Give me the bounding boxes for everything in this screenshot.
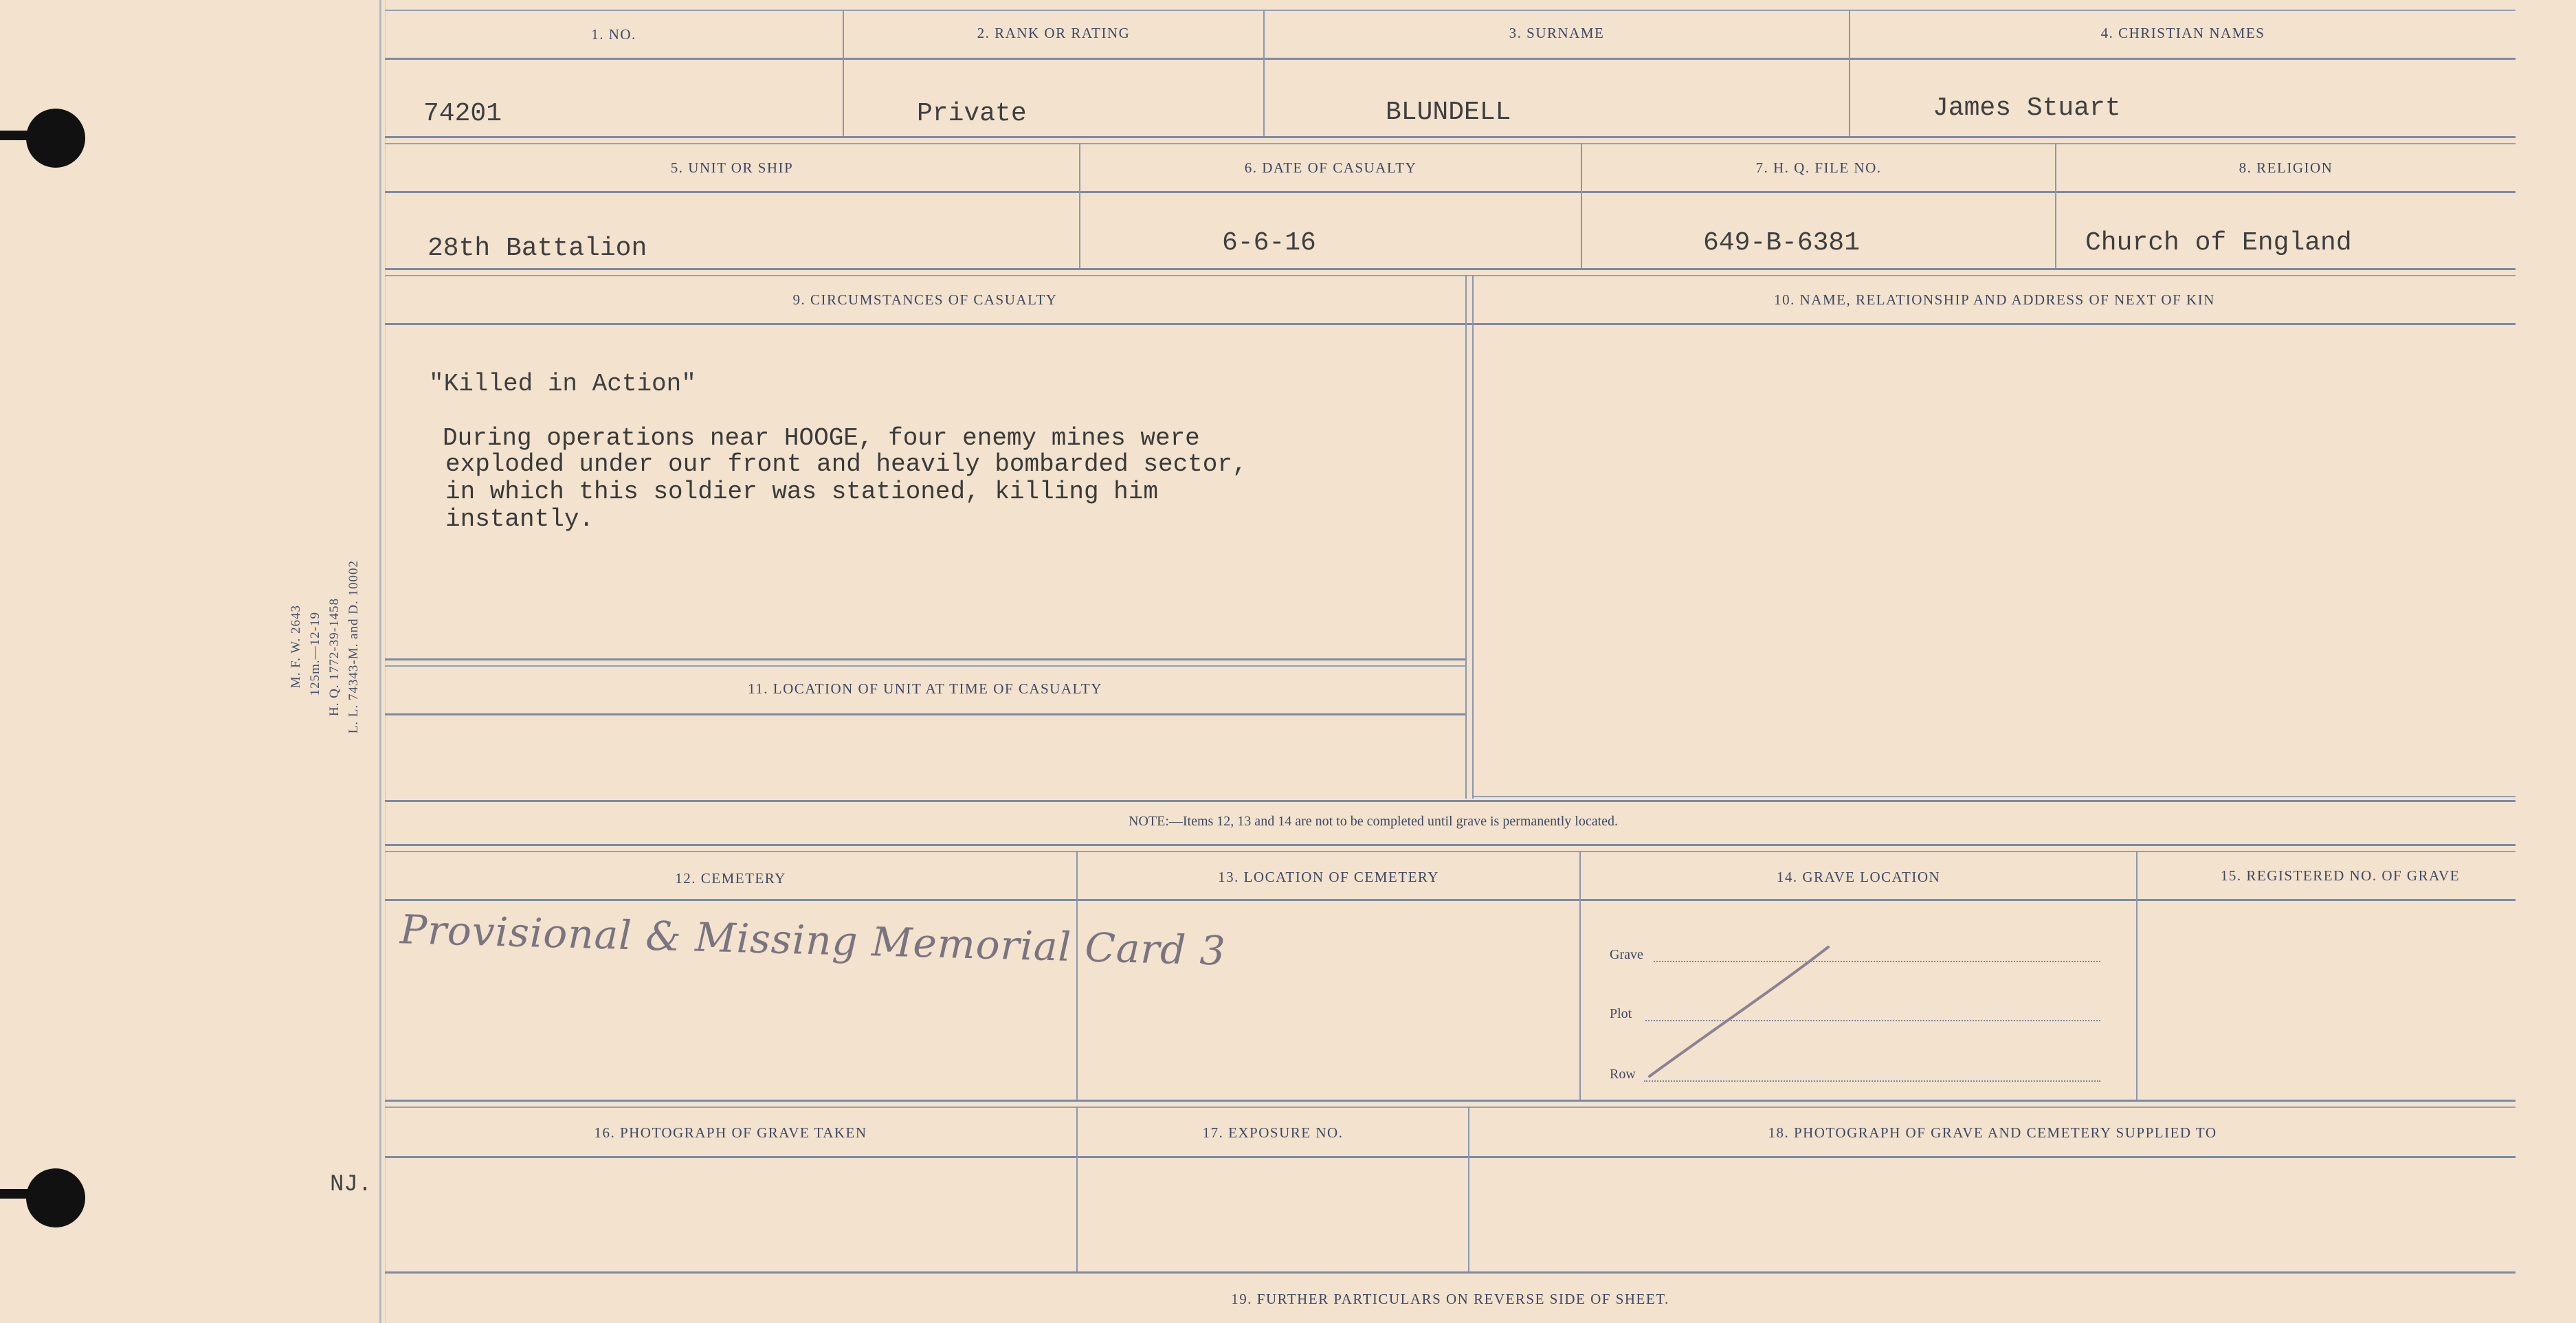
row6-top-rule — [385, 1107, 2516, 1108]
row4-header-rule — [385, 713, 1465, 715]
row3-header-rule — [385, 323, 2516, 325]
row5-divider-1 — [1076, 851, 1078, 1100]
unit-value: 28th Battalion — [428, 234, 647, 263]
row3-top-rule — [385, 275, 2516, 276]
location-unit-label: 11. LOCATION OF UNIT AT TIME OF CASUALTY — [748, 680, 1102, 697]
row5-divider-3 — [2136, 851, 2138, 1100]
further-particulars-label: 19. FURTHER PARTICULARS ON REVERSE SIDE OF SHEET. — [1231, 1291, 1669, 1307]
photo-taken-label: 16. PHOTOGRAPH OF GRAVE TAKEN — [594, 1124, 867, 1141]
row1-bottom-rule — [385, 136, 2516, 138]
grave-field-label: Grave — [1610, 947, 1643, 962]
left-margin-rule — [379, 0, 381, 1323]
rank-value: Private — [917, 99, 1027, 129]
form-code-2: 125m.—12-19 — [308, 612, 322, 696]
grave-location-label: 14. GRAVE LOCATION — [1776, 869, 1941, 885]
exposure-no-label: 17. EXPOSURE NO. — [1202, 1124, 1344, 1141]
form-code-4: L. L. 74343-M. and D. 10002 — [346, 560, 361, 734]
row7-top-rule — [385, 1271, 2516, 1274]
plot-field-label: Plot — [1610, 1006, 1632, 1021]
row4-bottom-rule — [385, 800, 2516, 802]
circumstances-heading: "Killed in Action" — [429, 370, 696, 398]
note-text: NOTE:—Items 12, 13 and 14 are not to be completed until grave is permanently located. — [1129, 814, 1619, 829]
row5-bottom-rule — [385, 1100, 2516, 1102]
punch-hole-top-tab — [0, 131, 41, 140]
row5-header-rule — [385, 899, 2516, 901]
row2-top-rule — [385, 143, 2516, 144]
christian-names-label: 4. CHRISTIAN NAMES — [2100, 25, 2265, 41]
row2-header-rule — [385, 191, 2516, 193]
row6-header-rule — [385, 1156, 2516, 1158]
hq-file-value: 649-B-6381 — [1703, 228, 1861, 258]
religion-label: 8. RELIGION — [2239, 159, 2333, 176]
row3-divider — [1465, 275, 1467, 799]
location-cemetery-label: 13. LOCATION OF CEMETERY — [1218, 869, 1439, 885]
form-code-3: H. Q. 1772-39-1458 — [327, 598, 342, 717]
row4-top-rule — [385, 658, 1465, 660]
circumstances-line-3: in which this soldier was stationed, killing him — [445, 478, 1158, 506]
row4-top-rule-inner — [385, 665, 1465, 667]
margin-mark: NJ. — [330, 1172, 373, 1198]
no-value: 74201 — [423, 99, 502, 129]
christian-names-value: James Stuart — [1933, 93, 2121, 123]
cemetery-handwritten-value: Provisional & Missing Memorial Card 3 — [399, 906, 1227, 975]
circumstances-line-1: During operations near HOOGE, four enemy mines were — [443, 424, 1200, 452]
punch-hole-bottom-tab — [0, 1189, 41, 1199]
row1-top-rule — [385, 10, 2516, 11]
row5-top-rule — [385, 844, 2516, 846]
nok-bottom-rule — [1474, 796, 2516, 797]
no-label: 1. NO. — [591, 26, 636, 43]
row5-top-rule-inner — [385, 851, 2516, 852]
circumstances-line-2: exploded under our front and heavily bombarded sector, — [445, 450, 1247, 478]
unit-label: 5. UNIT OR SHIP — [670, 159, 794, 176]
photo-supplied-label: 18. PHOTOGRAPH OF GRAVE AND CEMETERY SUPPLIED TO — [1768, 1124, 2217, 1141]
surname-value: BLUNDELL — [1386, 98, 1511, 127]
registered-no-label: 15. REGISTERED NO. OF GRAVE — [2220, 867, 2461, 884]
row1-header-rule — [385, 58, 2516, 60]
date-casualty-value: 6-6-16 — [1222, 228, 1316, 258]
row3-divider-inner — [1472, 275, 1474, 799]
circumstances-line-4: instantly. — [445, 505, 595, 533]
rank-label: 2. RANK OR RATING — [977, 25, 1131, 41]
circumstances-label: 9. CIRCUMSTANCES OF CASUALTY — [792, 291, 1058, 308]
hq-file-label: 7. H. Q. FILE NO. — [1755, 159, 1882, 176]
cemetery-label: 12. CEMETERY — [675, 870, 786, 887]
row2-bottom-rule — [385, 268, 2516, 270]
religion-value: Church of England — [2085, 228, 2352, 258]
row-field-label: Row — [1610, 1067, 1636, 1082]
form-code-1: M. F. W. 2643 — [289, 605, 303, 689]
surname-label: 3. SURNAME — [1509, 25, 1605, 41]
date-casualty-label: 6. DATE OF CASUALTY — [1244, 159, 1417, 176]
next-of-kin-label: 10. NAME, RELATIONSHIP AND ADDRESS OF NEXT OF KIN — [1774, 291, 2215, 308]
grave-location-strike-mark — [1636, 942, 1842, 1086]
row5-divider-2 — [1579, 851, 1581, 1100]
